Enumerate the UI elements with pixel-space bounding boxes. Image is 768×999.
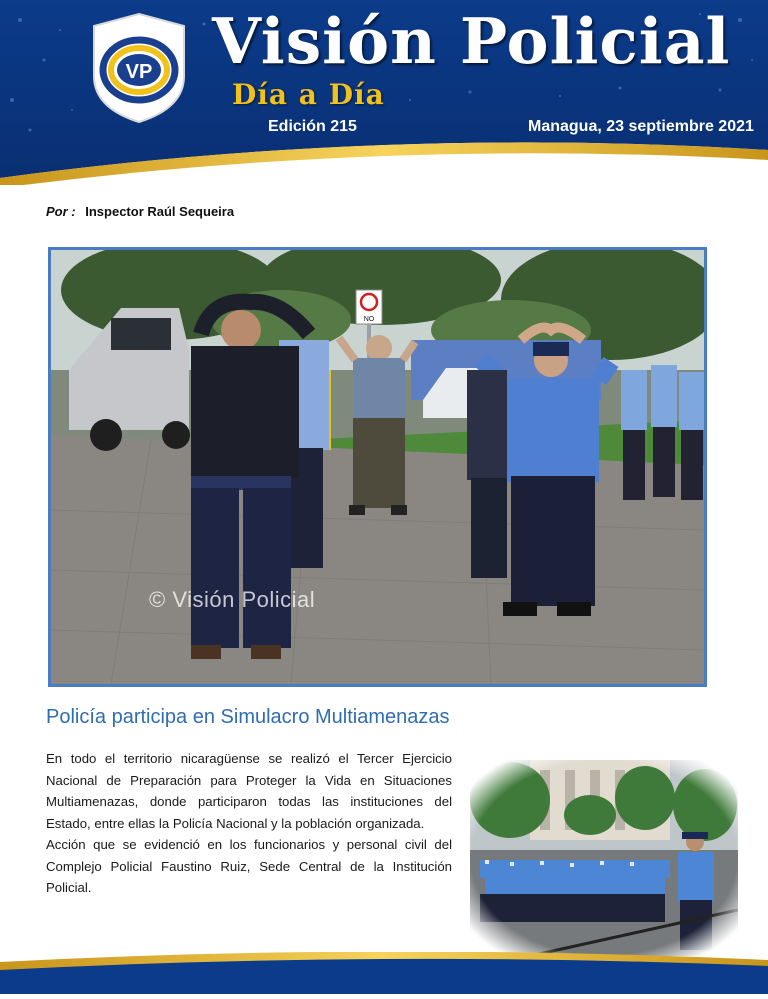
dateline: Managua, 23 septiembre 2021 [528,118,754,135]
footer-band [0,952,768,994]
masthead [0,0,768,185]
evacuation-drill-photo [51,250,704,684]
byline-label: Por : [46,204,76,219]
article-headline: Policía participa en Simulacro Multiamenazas [46,706,450,728]
photo-watermark: © Visión Policial [149,587,316,612]
police-formation-photo [470,760,738,956]
article-body [46,748,452,899]
vp-logo [90,12,188,124]
article-paragraph: En todo el territorio nicaragüense se realizó el Tercer Ejercicio Nacional de Preparación para Proteger la Vida en Situaciones Multiamenazas, donde participaron todas las instituciones del Estado, entre ellas la Policía Nacional y la población organizada. [46,751,452,831]
edition-number: Edición 215 [268,118,357,135]
article-paragraph: Acción que se evidenció en los funcionarios y personal civil del Complejo Policial Faustino Ruiz, Sede Central de la Institución Policial. [46,837,452,895]
publication-subtitle: Día a Día [232,78,385,111]
byline-author: Inspector Raúl Sequeira [85,204,235,219]
byline [46,204,234,219]
side-photo [470,760,738,956]
logo-text: VP [125,61,153,83]
sign-text: NO [363,316,375,323]
main-photo [48,247,707,687]
publication-title: Visión Policial [212,4,731,78]
